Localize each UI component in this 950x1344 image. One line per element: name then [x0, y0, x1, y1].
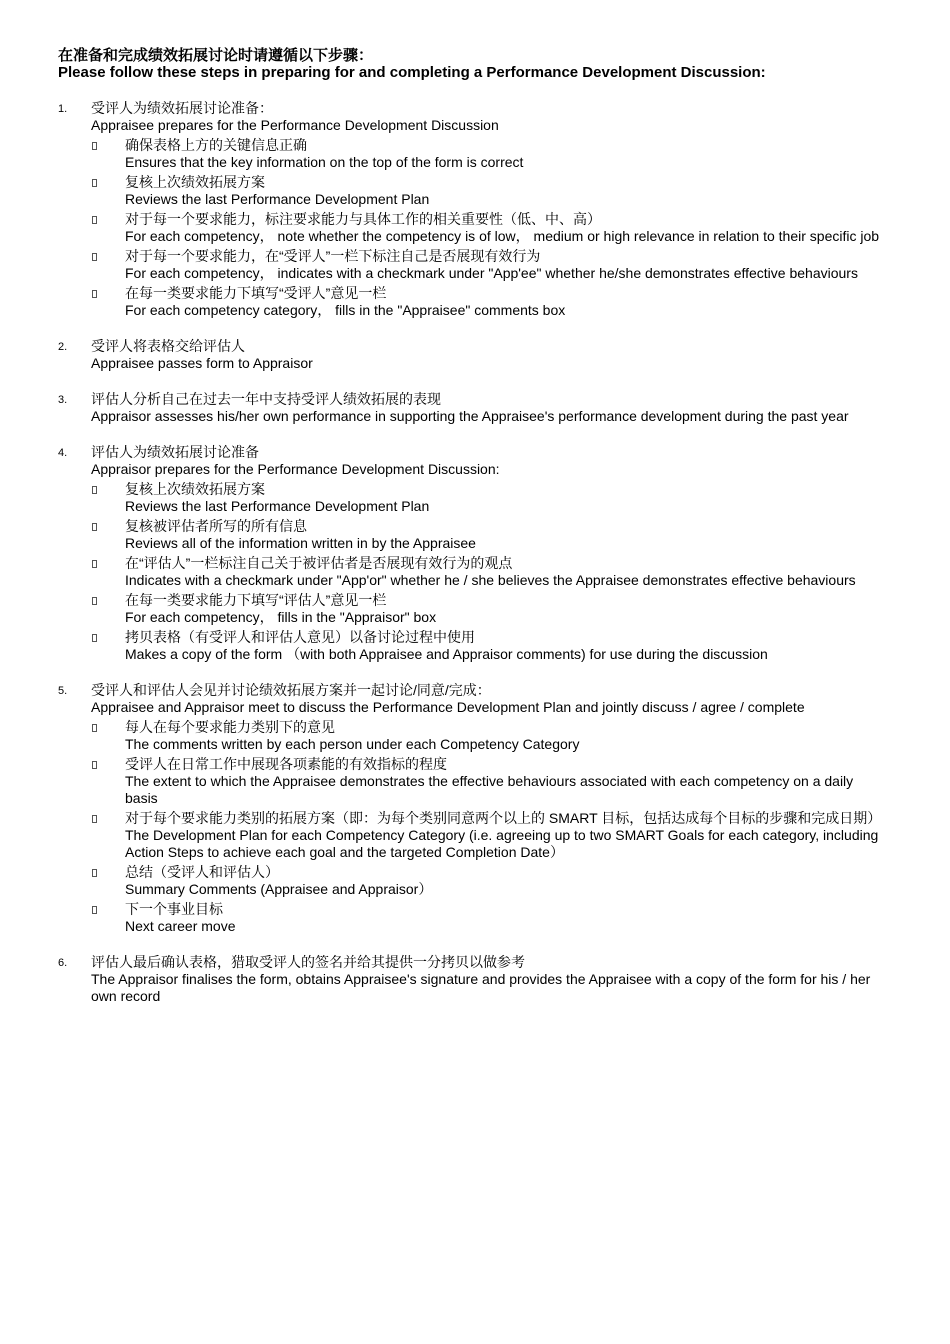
page-title-chinese: 在准备和完成绩效拓展讨论时请遵循以下步骤： — [58, 47, 374, 64]
bullet-icon — [92, 216, 97, 224]
bullet-icon — [92, 142, 97, 150]
sub-step-text-english: Makes a copy of the form （with both Appraisee and Appraisor comments) for use during the discussion — [125, 646, 768, 662]
bullet-icon — [92, 815, 97, 823]
bullet-icon — [92, 253, 97, 261]
sub-step-text-chinese: 对于每一个要求能力，在“受评人”一栏下标注自己是否展现有效行为 — [125, 248, 541, 264]
sub-step-list — [91, 719, 888, 935]
page-title-english: Please follow these steps in preparing for and completing a Performance Development Discussion: — [58, 64, 766, 81]
step-text-english: Appraisee prepares for the Performance Development Discussion — [91, 117, 499, 133]
sub-step-item — [91, 719, 888, 753]
bullet-icon — [92, 724, 97, 732]
sub-step-item — [91, 592, 888, 626]
sub-step-item — [91, 518, 888, 552]
sub-step-item — [91, 810, 888, 861]
bullet-icon — [92, 869, 97, 877]
sub-step-text-english: The Development Plan for each Competency Category (i.e. agreeing up to two SMART Goals for each category, including Action Steps to achieve each goal and the targeted Completion Date） — [125, 827, 879, 860]
bullet-icon — [92, 179, 97, 187]
step-text-english: Appraisor prepares for the Performance Development Discussion: — [91, 461, 500, 477]
bullet-icon — [92, 906, 97, 914]
sub-step-text-english: For each competency， note whether the competency is of low， medium or high relevance in relation to their specific job — [125, 228, 880, 244]
bullet-icon — [92, 597, 97, 605]
sub-step-text-chinese: 拷贝表格（有受评人和评估人意见）以备讨论过程中使用 — [125, 629, 475, 645]
step-text-english: Appraisee and Appraisor meet to discuss the Performance Development Plan and jointly discuss / agree / complete — [91, 699, 805, 715]
sub-step-text-chinese: 复核上次绩效拓展方案 — [125, 481, 265, 497]
step-item — [58, 100, 888, 319]
sub-step-item — [91, 211, 888, 245]
sub-step-text-english: Reviews all of the information written in by the Appraisee — [125, 535, 476, 551]
step-text-english: Appraisor assesses his/her own performance in supporting the Appraisee's performance development during the past year — [91, 408, 849, 424]
sub-step-text-english: For each competency， fills in the "Appraisor" box — [125, 609, 437, 625]
sub-step-list — [91, 137, 888, 319]
sub-step-item — [91, 481, 888, 515]
bullet-icon — [92, 290, 97, 298]
sub-step-text-chinese: 受评人在日常工作中展现各项素能的有效指标的程度 — [125, 756, 447, 772]
bullet-icon — [92, 486, 97, 494]
sub-step-text-chinese: 在每一类要求能力下填写“受评人”意见一栏 — [125, 285, 387, 301]
sub-step-item — [91, 174, 888, 208]
sub-step-text-english: The comments written by each person under each Competency Category — [125, 736, 580, 752]
sub-step-text-english: Reviews the last Performance Development Plan — [125, 498, 430, 514]
sub-step-text-chinese: 每人在每个要求能力类别下的意见 — [125, 719, 335, 735]
step-text-chinese: 评估人为绩效拓展讨论准备 — [91, 444, 259, 460]
sub-step-text-english: For each competency category， fills in the "Appraisee" comments box — [125, 302, 566, 318]
sub-step-text-chinese: 在每一类要求能力下填写“评估人”意见一栏 — [125, 592, 387, 608]
step-text-chinese: 受评人和评估人会见并讨论绩效拓展方案并一起讨论/同意/完成： — [91, 682, 491, 698]
sub-step-item — [91, 137, 888, 171]
step-text-english: The Appraisor finalises the form, obtains Appraisee's signature and provides the Appraisee with a copy of the form for his / her own record — [91, 971, 871, 1004]
sub-step-text-english: For each competency， indicates with a checkmark under "App'ee" whether he/she demonstrates effective behaviours — [125, 265, 858, 281]
step-number: 3. — [58, 394, 68, 406]
step-item — [58, 391, 888, 425]
sub-step-text-chinese: 复核被评估者所写的所有信息 — [125, 518, 307, 534]
steps-list — [58, 100, 888, 1005]
sub-step-text-english: Summary Comments (Appraisee and Appraisor） — [125, 881, 433, 897]
step-text-english: Appraisee passes form to Appraisor — [91, 355, 313, 371]
sub-step-text-chinese: 在“评估人”一栏标注自己关于被评估者是否展现有效行为的观点 — [125, 555, 513, 571]
step-number: 6. — [58, 957, 68, 969]
sub-step-text-chinese: 复核上次绩效拓展方案 — [125, 174, 265, 190]
bullet-icon — [92, 761, 97, 769]
sub-step-text-english: Next career move — [125, 918, 236, 934]
sub-step-text-english: Ensures that the key information on the top of the form is correct — [125, 154, 524, 170]
step-item — [58, 954, 888, 1005]
bullet-icon — [92, 634, 97, 642]
sub-step-text-english: Reviews the last Performance Development Plan — [125, 191, 430, 207]
sub-step-text-chinese: 下一个事业目标 — [125, 901, 223, 917]
sub-step-text-chinese: 对于每一个要求能力，标注要求能力与具体工作的相关重要性（低、中、高） — [125, 211, 601, 227]
step-number: 2. — [58, 341, 68, 353]
sub-step-text-chinese: 对于每个要求能力类别的拓展方案（即：为每个类别同意两个以上的 SMART 目标，包括达成每个目标的步骤和完成日期） — [125, 810, 882, 826]
sub-step-text-chinese: 总结（受评人和评估人） — [125, 864, 279, 880]
sub-step-item — [91, 756, 888, 807]
step-text-chinese: 受评人将表格交给评估人 — [91, 338, 245, 354]
step-number: 5. — [58, 685, 68, 697]
sub-step-text-english: The extent to which the Appraisee demonstrates the effective behaviours associated with each competency on a daily basis — [125, 773, 854, 806]
bullet-icon — [92, 523, 97, 531]
sub-step-item — [91, 901, 888, 935]
sub-step-item — [91, 864, 888, 898]
step-text-chinese: 评估人分析自己在过去一年中支持受评人绩效拓展的表现 — [91, 391, 441, 407]
step-item — [58, 682, 888, 935]
bullet-icon — [92, 560, 97, 568]
document-page — [58, 47, 888, 1024]
sub-step-list — [91, 481, 888, 663]
step-text-chinese: 受评人为绩效拓展讨论准备： — [91, 100, 273, 116]
sub-step-item — [91, 555, 888, 589]
sub-step-item — [91, 248, 888, 282]
step-text-chinese: 评估人最后确认表格，猎取受评人的签名并给其提供一分拷贝以做参考 — [91, 954, 525, 970]
sub-step-item — [91, 285, 888, 319]
step-item — [58, 444, 888, 663]
sub-step-text-english: Indicates with a checkmark under "App'or" whether he / she believes the Appraisee demonstrates effective behaviours — [125, 572, 856, 588]
step-item — [58, 338, 888, 372]
step-number: 1. — [58, 103, 68, 115]
sub-step-text-chinese: 确保表格上方的关键信息正确 — [125, 137, 307, 153]
sub-step-item — [91, 629, 888, 663]
step-number: 4. — [58, 447, 68, 459]
